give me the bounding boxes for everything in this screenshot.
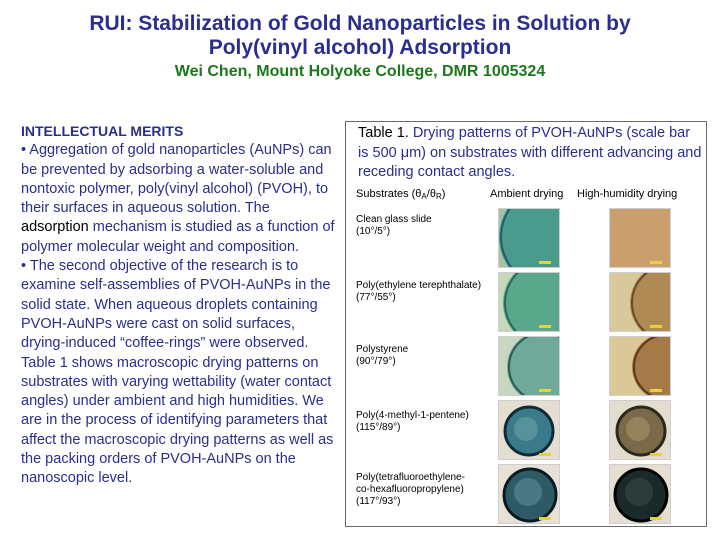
paragraph-1-part-b: mechanism is studied as a function of polymer molecular weight and composition. — [21, 219, 335, 255]
caption-text-a: Drying patterns of PVOH-AuNPs (scale bar is 500 — [358, 125, 691, 161]
table-1-panel — [345, 121, 707, 527]
col-close: ) — [441, 188, 446, 200]
image-pmp-humidity — [609, 400, 671, 460]
row-label-polystyrene — [356, 344, 496, 368]
row-label-pet — [356, 280, 496, 304]
paragraph-self-assembly: • The second objective of the research is to examine self-assemblies of PVOH-AuNPs in the solid state. When aqueous droplets containing PVOH-AuNPs were cast on solid surfaces, drying-induced “coffee-rings” were observed. Table 1 shows macroscopic drying patterns on substrates with varying wettability (water contact angles) under ambient and high humidities. We are in the process of identifying parameters that affect the macroscopic drying patterns as well as the packing orders of PVOH-AuNPs on the nanoscopic level. — [21, 258, 334, 487]
row-angles: (90°/79°) — [356, 356, 396, 367]
caption-mu: μ — [400, 144, 410, 161]
image-pet-ambient — [498, 272, 560, 332]
row-label-pmp — [356, 410, 496, 434]
image-glass-humidity — [609, 208, 671, 268]
image-polystyrene-ambient — [498, 336, 560, 396]
image-fep-ambient — [498, 464, 560, 524]
row-name: Polystyrene — [356, 344, 409, 355]
row-angles: (117°/93°) — [356, 496, 401, 507]
col-sub-r: R — [435, 192, 442, 201]
keyword-adsorption: adsorption — [21, 219, 89, 236]
title-line-2: Poly(vinyl alcohol) Adsorption — [208, 36, 512, 59]
row-label-fep — [356, 472, 496, 508]
column-header-ambient: Ambient drying — [490, 188, 564, 200]
image-pmp-ambient — [498, 400, 560, 460]
col-sub-a: A — [421, 192, 427, 201]
row-name: Poly(tetrafluoroethylene- — [356, 472, 465, 483]
page-subtitle: Wei Chen, Mount Holyoke College, DMR 1005324 — [174, 63, 546, 80]
paragraph-1-part-a: • Aggregation of gold nanoparticles (AuNPs) can be prevented by adsorbing a water-soluble and nontoxic polymer, poly(vinyl alcohol) (PVOH), to their surfaces in aqueous solution. The — [21, 142, 332, 217]
caption-label: Table 1. — [358, 125, 409, 141]
caption-text-b: m) on substrates with different advancing and receding contact angles. — [358, 144, 702, 180]
paragraph-aggregation — [21, 141, 337, 257]
col-substrates-text: Substrates (θ — [356, 188, 422, 200]
image-pet-humidity — [609, 272, 671, 332]
row-angles: (115°/89°) — [356, 422, 401, 433]
title-line-1: RUI: Stabilization of Gold Nanoparticles in Solution by — [89, 12, 631, 35]
page-title — [0, 12, 720, 60]
row-label-glass — [356, 214, 496, 238]
image-polystyrene-humidity — [609, 336, 671, 396]
row-name: Poly(4-methyl-1-pentene) — [356, 410, 469, 421]
col-slash: /θ — [426, 188, 436, 200]
image-fep-humidity — [609, 464, 671, 524]
row-name-continued: co-hexafluoropropylene) — [356, 484, 464, 495]
section-heading: INTELLECTUAL MERITS — [21, 123, 184, 139]
row-name: Clean glass slide — [356, 214, 432, 225]
column-header-humidity: High-humidity drying — [577, 188, 678, 200]
row-name: Poly(ethylene terephthalate) — [356, 280, 482, 291]
image-glass-ambient — [498, 208, 560, 268]
column-header-substrates — [356, 188, 445, 201]
row-angles: (10°/5°) — [356, 226, 391, 237]
table-caption — [358, 124, 703, 183]
intellectual-merits-section — [21, 122, 337, 489]
row-angles: (77°/55°) — [356, 292, 396, 303]
